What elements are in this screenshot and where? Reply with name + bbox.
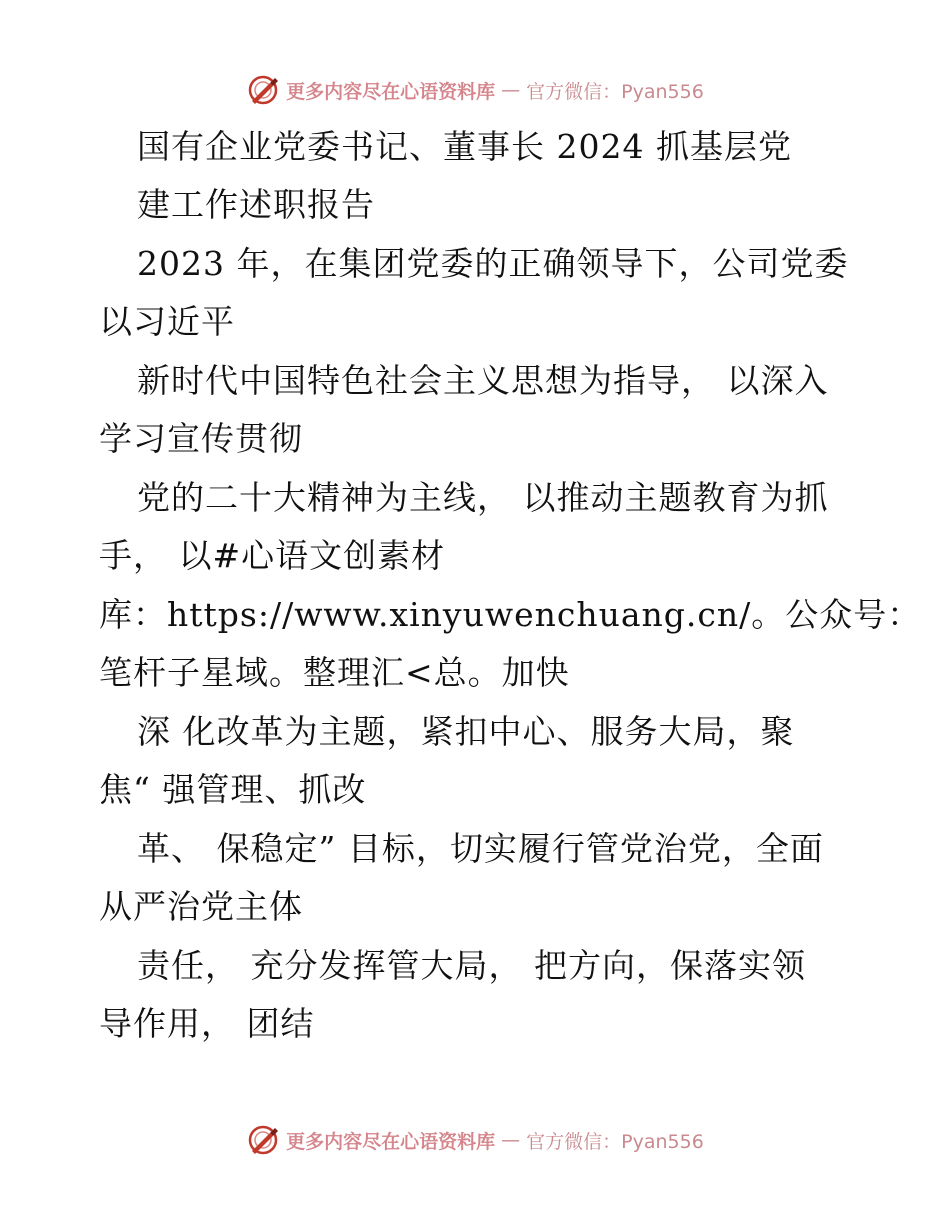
body-line-8: 笔杆子星域。整理汇<总。加快 — [99, 653, 570, 692]
footer-banner — [0, 1120, 950, 1160]
body-line-14: 导作用， 团结 — [99, 1004, 315, 1043]
footer-banner-separator: — — [501, 1129, 521, 1151]
body-line-9: 深 化改革为主题，紧扣中心、服务大局，聚 — [137, 712, 795, 751]
body-line-11: 革、 保稳定” 目标，切实履行管党治党，全面 — [137, 829, 824, 868]
header-banner-contact: 官方微信：Pyan556 — [526, 80, 704, 103]
body-line-12: 从严治党主体 — [99, 887, 303, 926]
header-banner-separator: — — [501, 79, 521, 101]
brush-logo-icon — [246, 73, 280, 107]
header-banner — [0, 70, 950, 110]
body-line-5: 党的二十大精神为主线， 以推动主题教育为抓 — [137, 478, 829, 517]
title-line-2: 建工作述职报告 — [137, 185, 375, 224]
brush-logo-icon — [246, 1123, 280, 1157]
header-banner-text: 更多内容尽在心语资料库 — [286, 80, 496, 103]
body-line-3: 新时代中国特色社会主义思想为指导， 以深入 — [137, 361, 829, 400]
body-line-6: 手， 以#心语文创素材 — [99, 536, 446, 575]
body-line-1: 2023 年，在集团党委的正确领导下，公司党委 — [137, 244, 849, 283]
body-line-7: 库：https://www.xinyuwenchuang.cn/。公众号： — [99, 595, 922, 634]
body-line-10: 焦“ 强管理、抓改 — [99, 770, 367, 809]
footer-banner-contact: 官方微信：Pyan556 — [526, 1130, 704, 1153]
title-line-1: 国有企业党委书记、董事长 2024 抓基层党 — [137, 127, 792, 166]
body-line-13: 责任， 充分发挥管大局， 把方向，保落实领 — [137, 946, 806, 985]
footer-banner-text: 更多内容尽在心语资料库 — [286, 1130, 496, 1153]
body-line-2: 以习近平 — [99, 302, 235, 341]
body-line-4: 学习宣传贯彻 — [99, 419, 303, 458]
